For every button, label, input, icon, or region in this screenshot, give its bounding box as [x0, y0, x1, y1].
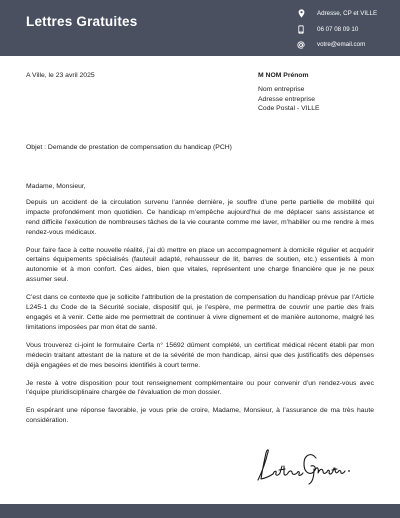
- contact-email: [294, 37, 377, 53]
- contact-phone-text: 06 07 08 09 10: [317, 25, 359, 33]
- closing-paragraph: En espérant une réponse favorable, je vous prie de croire, Madame, Monsieur, à l’assurance de ma très haute considération.: [26, 407, 374, 425]
- contact-email-text: votre@email.com: [317, 41, 366, 49]
- body-paragraph: Pour faire face à cette nouvelle réalité, j’ai dû mettre en place un accompagnement à domicile régulier et acquérir certains équipements spécialisés (fauteuil adapté, rehausseur de lit, barres de soutien, etc.) essentiels à mon autonomie et à mon confort. Ces aides, bien que vitales, représentent une charge financière que je ne peux assumer seul.: [26, 246, 374, 284]
- body-paragraph: C’est dans ce contexte que je sollicite l’attribution de la prestation de compensation du handicap prévue par l’Article L245-1 du Code de la Sécurité sociale, dispositif qui, je l’espère, me permettra de couvrir une partie des frais engagés et à venir. Cette aide me permettrait de continuer à vivre dignement et de manière autonome, malgré les limitations imposées par mon état de santé.: [26, 294, 374, 331]
- recipient-block: [258, 71, 320, 114]
- salutation: Madame, Monsieur,: [26, 183, 86, 190]
- body-paragraph: Depuis un accident de la circulation survenu l’année dernière, je souffre d’une perte partielle de mobilité qui impacte profondément mon quotidien. Ce handicap m’empêche aujourd’hui de me déplacer sans assistance et rend difficile l’exécution de nombreuses tâches de la vie courante comme me laver, m’habiller ou me rendre à mes rendez-vous médicaux.: [26, 198, 374, 236]
- contact-address-text: Adresse, CP et VILLE: [317, 10, 378, 18]
- contact-address: [294, 6, 377, 22]
- letter-date: A Ville, le 23 avril 2025: [26, 72, 95, 79]
- phone-icon: [294, 25, 308, 34]
- header-bar: [0, 0, 400, 56]
- handwritten-signature: [254, 446, 354, 486]
- body-paragraph: Vous trouverez ci-joint le formulaire Cerfa n° 15692 dûment complété, un certificat médical récent établi par mon médecin traitant attestant de la nature et de la sévérité de mon handicap, ainsi que des justificatifs des dépenses déjà engagées et de mes besoins identifiés à court terme.: [26, 341, 374, 369]
- footer-bar: [0, 504, 400, 518]
- location-pin-icon: [294, 9, 308, 18]
- brand-title: Lettres Gratuites: [26, 14, 138, 29]
- letter-body: [26, 182, 374, 434]
- contact-phone: [294, 22, 377, 38]
- recipient-company: Nom entreprise: [258, 85, 305, 93]
- contact-block: [294, 6, 377, 53]
- at-icon: [294, 41, 308, 49]
- recipient-postcode-city: Code Postal - VILLE: [258, 105, 320, 113]
- recipient-address: Adresse entreprise: [258, 95, 316, 103]
- letter-subject: Objet : Demande de prestation de compensation du handicap (PCH): [26, 144, 232, 151]
- body-paragraph: Je reste à votre disposition pour tout renseignement complémentaire ou pour convenir d’un rendez-vous avec l’équipe pluridisciplinaire chargée de l’évaluation de mon dossier.: [26, 379, 374, 397]
- recipient-name: M NOM Prénom: [258, 72, 309, 79]
